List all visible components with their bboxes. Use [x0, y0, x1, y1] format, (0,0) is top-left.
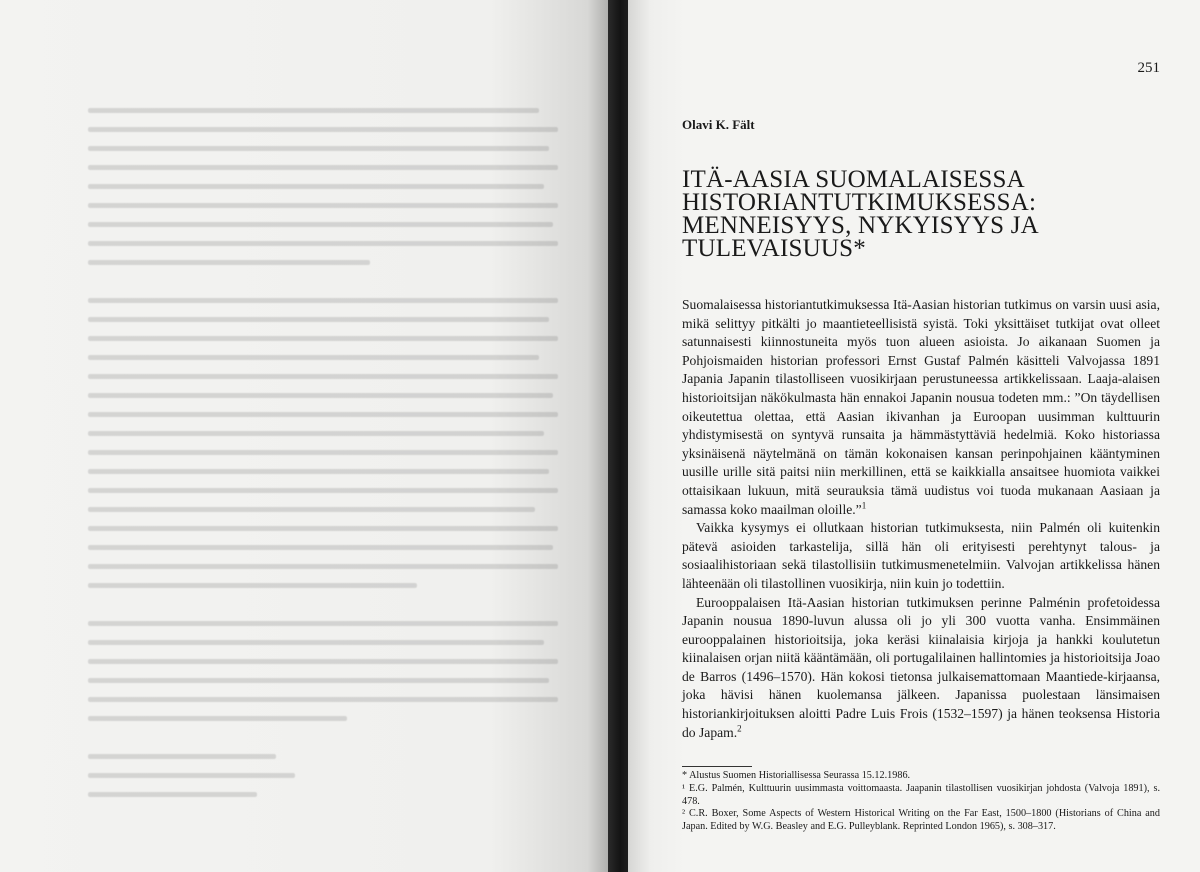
article-body — [682, 296, 1160, 742]
title-line: HISTORIANTUTKIMUKSESSA: — [682, 189, 1037, 216]
title-line: ITÄ-AASIA SUOMALAISESSA — [682, 166, 1025, 193]
footnote: * Alustus Suomen Historiallisessa Seurassa 15.12.1986. — [682, 770, 911, 781]
body-paragraph: Vaikka kysymys ei ollutkaan historian tutkimuksesta, niin Palmén oli kuitenkin pätevä asioiden tarkastelija, sillä hän oli erityisesti perehtynyt talous- ja sosiaalihistoriaan sekä tilastollisiin tutkimusmenetelmiin. Valvojan artikkelissa hänen lähteenään oli tilastollinen vuosikirja, niin kuin jo todettiin. — [682, 520, 1160, 591]
title-line: MENNEISYYS, NYKYISYYS JA — [682, 212, 1039, 239]
footnote: ¹ E.G. Palmén, Kulttuurin uusimmasta voittomaasta. Jaapanin tilastollisen vuosikirjan johdosta (Valvoja 1891), s. 478. — [682, 782, 1160, 807]
bleed-through-texture — [88, 108, 558, 811]
right-page — [628, 0, 1200, 872]
footnote: ² C.R. Boxer, Some Aspects of Western Historical Writing on the Far East, 1500–1800 (Historians of China and Japan. Edited by W.G. Beasley and E.G. Pulleyblank. Reprinted London 1965), s. 308–317. — [682, 808, 1160, 833]
footnote-ref[interactable]: 2 — [737, 723, 742, 734]
page-number: 251 — [1137, 60, 1160, 76]
footnote-divider — [682, 766, 752, 767]
title-line: TULEVAISUUS* — [682, 235, 866, 262]
body-paragraph: Eurooppalaisen Itä-Aasian historian tutkimuksen perinne Palménin profetoidessa Japanin nousua 1890-luvun alussa oli jo yli 300 vuotta vanha. Ensimmäinen eurooppalainen historioitsija, joka keräsi kiinalaisia kirjoja ja hankki koulutetun kiinalaisen orjan niitä kääntämään, oli portugalilainen hallintomies ja historioitsija Joao de Barros (1496–1570). Hän kokosi tietonsa julkaisemattomaan Maantiede-kirjaansa, joka hävisi hänen kuolemansa jälkeen. Japanissa puolestaan länsimaisen historiankirjoituksen aloitti Padre Luis Frois (1532–1597) ja hänen teoksensa Historia do Japam.$^2$ — [682, 594, 1160, 740]
footnote-ref[interactable]: 1 — [861, 500, 867, 510]
author-name: Olavi K. Fält — [682, 117, 755, 132]
article-title — [682, 168, 1162, 260]
footnotes — [682, 770, 1160, 834]
body-paragraph: Suomalaisessa historiantutkimuksessa Itä-Aasian historian tutkimus on varsin uusi asia, mikä selittyy pitkälti jo maantieteellisistä syistä. Toki yksittäiset tutkijat ovat olleet satunnaisesti kiinnostuneita myös tuon alueen asioista. Jo aikanaan Suomen ja Pohjoismaiden historian professori Ernst Gustaf Palmén käsitteli Valvojassa 1891 Japania Japanin tilastolliseen vuosikirjaan perustuneessa artikkelissaan. Laaja-alaisen historioitsijan näkökulmasta hän ennakoi Japanin nousua todeten mm.: ”On täydellisen oikeutettua olettaa, että Aasian ikivanhan ja Euroopan uusimman kulttuurin yhdistymisestä on syntyvä runsaita ja hämmästyttäviä hedelmiä. Koko historiassa yksinäisenä näytelmänä on tämän kokonaisen kansan perinpohjainen kääntyminen uusille urille sitä paitsi niin merkillinen, että se kaikkialla ansaitsee huomiota vaikkei ottaisikaan lukuun, mitä seurauksia tämä uudistus voi tuoda mukanaan Aasiaan ja samassa koko maailman oloille.”$^1$ — [682, 297, 1160, 517]
